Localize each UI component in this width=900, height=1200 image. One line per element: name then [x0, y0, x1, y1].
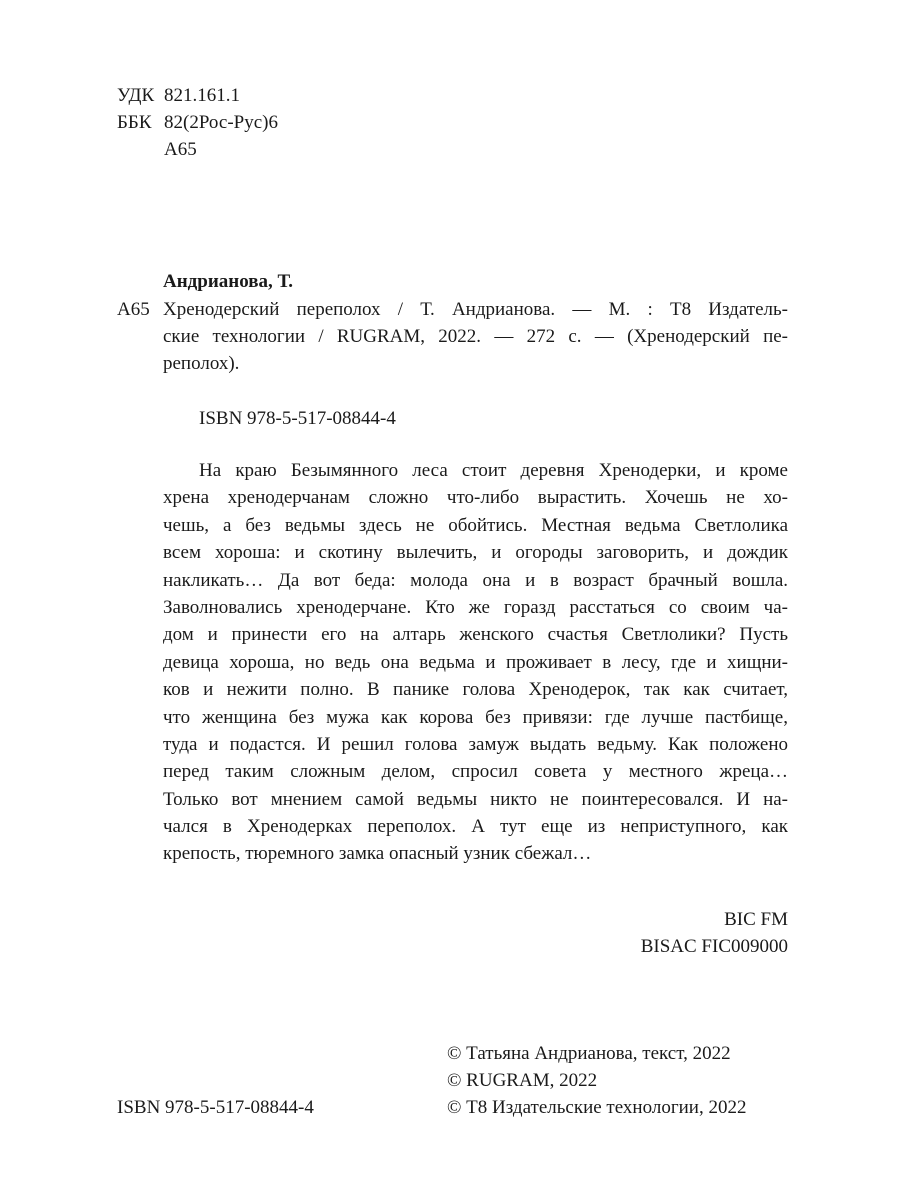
subject-codes — [641, 906, 788, 960]
annotation-line: хрена хренодерчанам сложно что-либо вырастить. Хочешь не хо- — [163, 487, 788, 509]
annotation-paragraph — [163, 457, 788, 868]
side-author-code: А65 — [117, 299, 150, 320]
annotation-line: Только вот мнением самой ведьмы никто не поинтересовался. И на- — [163, 788, 788, 810]
bibliographic-description — [163, 296, 788, 377]
annotation-line: что женщина без мужа как корова без привязи: где лучше пастбище, — [163, 706, 788, 728]
annotation-line: девица хороша, но ведь она ведьма и проживает в лесу, где и хищни- — [163, 651, 788, 673]
bib-line: ские технологии / RUGRAM, 2022. — 272 с. — (Хренодерский пе- — [163, 326, 788, 347]
annotation-line: чешь, а без ведьмы здесь не обойтись. Местная ведьма Светлолика — [163, 514, 788, 536]
bbk-value: 82(2Рос-Рус)6 — [164, 112, 278, 133]
copyright-block — [447, 1040, 746, 1121]
copyright-line: © Т8 Издательские технологии, 2022 — [447, 1097, 747, 1118]
bisac-code: BISAC FIC009000 — [640, 936, 788, 957]
annotation-line: всем хороша: и скотину вылечить, и огороды заговорить, и дождик — [163, 542, 788, 564]
footer-isbn: ISBN 978-5-517-08844-4 — [117, 1097, 314, 1118]
bic-code: BIC FM — [724, 909, 788, 930]
copyright-line: © RUGRAM, 2022 — [447, 1070, 598, 1091]
udk-row — [117, 82, 278, 109]
udk-label: УДК — [117, 85, 155, 106]
annotation-line: ков и нежити полно. В панике голова Хренодерок, так как считает, — [163, 679, 788, 701]
author-heading: Андрианова, Т. — [163, 271, 294, 292]
annotation-line: Заволновались хренодерчане. Кто же горазд расстаться со своим ча- — [163, 596, 788, 618]
annotation-line: туда и подастся. И решил голова замуж выдать ведьму. Как положено — [163, 733, 788, 755]
annotation-line: крепость, тюремного замка опасный узник сбежал… — [163, 843, 592, 865]
annotation-line: перед таким сложным делом, спросил совета у местного жреца… — [163, 761, 788, 783]
udk-value: 821.161.1 — [164, 85, 240, 106]
annotation-line: накликать… Да вот беда: молода она и в возраст брачный вошла. — [163, 569, 788, 591]
annotation-line: На краю Безымянного леса стоит деревня Хренодерки, и кроме — [199, 460, 788, 481]
copyright-line: © Татьяна Андрианова, текст, 2022 — [447, 1043, 731, 1064]
annotation-line: чался в Хренодерках переполох. А тут еще из неприступного, как — [163, 816, 788, 838]
bbk-row — [117, 109, 278, 136]
isbn-entry: ISBN 978-5-517-08844-4 — [199, 408, 396, 429]
author-sign-row — [117, 136, 278, 163]
bib-line: реполох). — [163, 353, 240, 374]
classification-block — [117, 82, 278, 163]
bbk-label: ББК — [117, 112, 152, 133]
bib-line: Хренодерский переполох / Т. Андрианова. — М. : Т8 Издатель- — [163, 299, 788, 320]
author-sign: А65 — [164, 139, 197, 160]
annotation-line: дом и принести его на алтарь женского счастья Светлолики? Пусть — [163, 624, 788, 646]
